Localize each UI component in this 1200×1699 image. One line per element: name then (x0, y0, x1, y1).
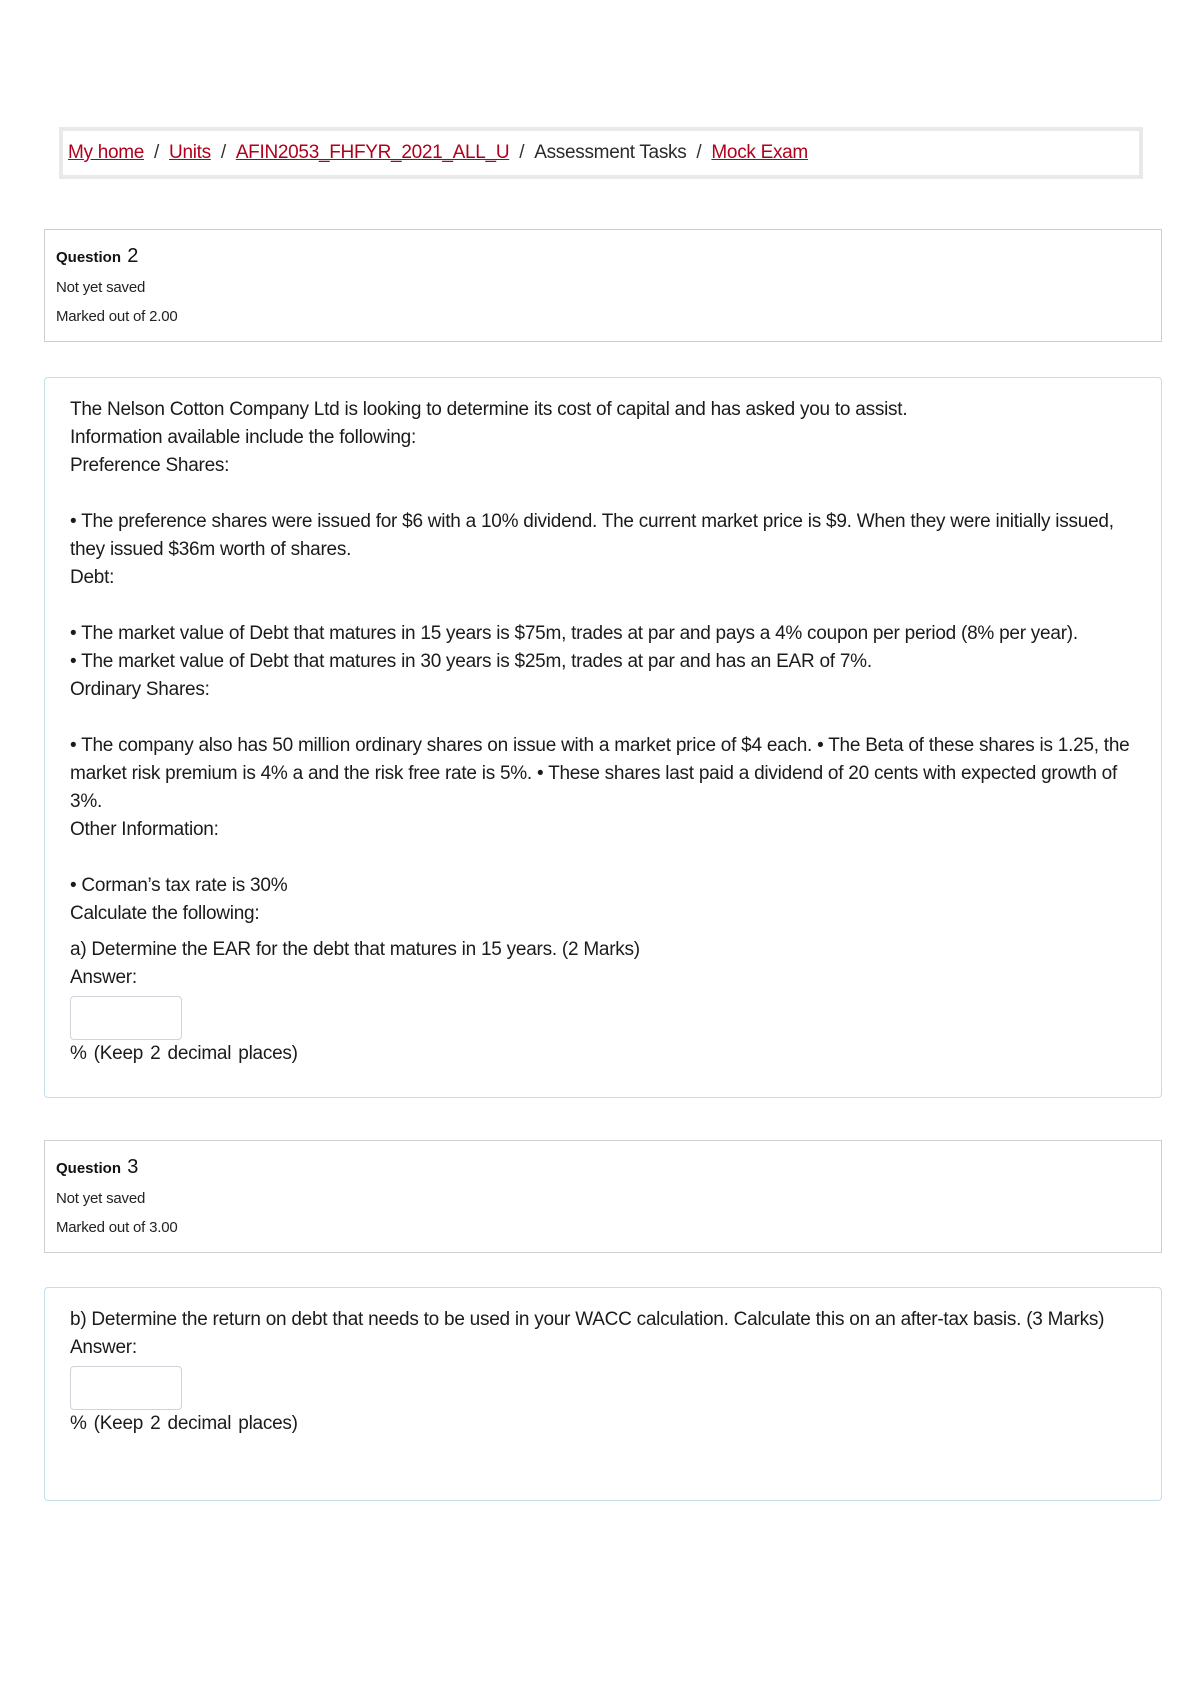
breadcrumb-course-link[interactable]: AFIN2053_FHFYR_2021_ALL_U (235, 142, 510, 163)
preference-bullet: • The preference shares were issued for $6 with a 10% dividend. The current market price is $9. When they were initially issued, they issued $36m worth of shares. (70, 511, 1114, 560)
debt-bullet: • The market value of Debt that matures in 30 years is $25m, trades at par and has an EAR of 7%. (70, 651, 872, 672)
breadcrumb-separator: / (696, 142, 702, 163)
spacer (70, 844, 1137, 872)
question-label: Question (56, 249, 122, 266)
calc-line: Calculate the following: (70, 903, 260, 924)
spacer (70, 704, 1137, 732)
other-heading: Other Information: (70, 819, 219, 840)
breadcrumb-assessment-tasks: Assessment Tasks (534, 142, 687, 163)
question-text-line: The Nelson Cotton Company Ltd is looking to determine its cost of capital and has asked you to assist. (70, 399, 908, 420)
question-label: Question (56, 1160, 122, 1177)
breadcrumb (59, 127, 1143, 179)
question-3-content (44, 1287, 1162, 1501)
question-prompt: a) Determine the EAR for the debt that matures in 15 years. (2 Marks) (70, 939, 640, 960)
question-prompt: b) Determine the return on debt that needs to be used in your WACC calculation. Calculate this on an after-tax basis. (3 Marks) (70, 1309, 1105, 1330)
answer-input[interactable] (70, 996, 182, 1040)
answer-label: Answer: (70, 967, 137, 988)
answer-label: Answer: (70, 1337, 137, 1358)
spacer (70, 592, 1137, 620)
question-number: 3 (127, 1156, 139, 1178)
breadcrumb-my-home-link[interactable]: My home (68, 142, 145, 163)
breadcrumb-mock-exam-link[interactable]: Mock Exam (711, 142, 808, 163)
answer-input[interactable] (70, 1366, 182, 1410)
question-2-info (44, 229, 1162, 342)
question-state: Not yet saved (56, 1190, 146, 1207)
debt-bullet: • The market value of Debt that matures in 15 years is $75m, trades at par and pays a 4% coupon per period (8% per year). (70, 623, 1078, 644)
breadcrumb-separator: / (220, 142, 226, 163)
question-3-info (44, 1140, 1162, 1253)
question-title (56, 242, 1161, 270)
question-state: Not yet saved (56, 279, 146, 296)
question-number: 2 (127, 245, 139, 267)
question-title (56, 1153, 1161, 1181)
other-bullet: • Corman’s tax rate is 30% (70, 875, 288, 896)
question-text-line: Preference Shares: (70, 455, 230, 476)
ordinary-bullet: • The company also has 50 million ordinary shares on issue with a market price of $4 each. • The Beta of these shares is 1.25, the market risk premium is 4% a and the risk free rate is 5%. • These shares last paid a dividend of 20 cents with expected growth of 3%. (70, 735, 1130, 812)
question-grade: Marked out of 2.00 (56, 308, 178, 325)
question-grade: Marked out of 3.00 (56, 1219, 178, 1236)
breadcrumb-separator: / (154, 142, 160, 163)
spacer (70, 480, 1137, 508)
breadcrumb-separator: / (519, 142, 525, 163)
debt-heading: Debt: (70, 567, 115, 588)
question-2-content (44, 377, 1162, 1098)
question-text-line: Information available include the following: (70, 427, 416, 448)
answer-unit-hint: % (Keep 2 decimal places) (70, 1413, 298, 1434)
ordinary-heading: Ordinary Shares: (70, 679, 210, 700)
breadcrumb-units-link[interactable]: Units (169, 142, 211, 163)
answer-unit-hint: % (Keep 2 decimal places) (70, 1043, 298, 1064)
